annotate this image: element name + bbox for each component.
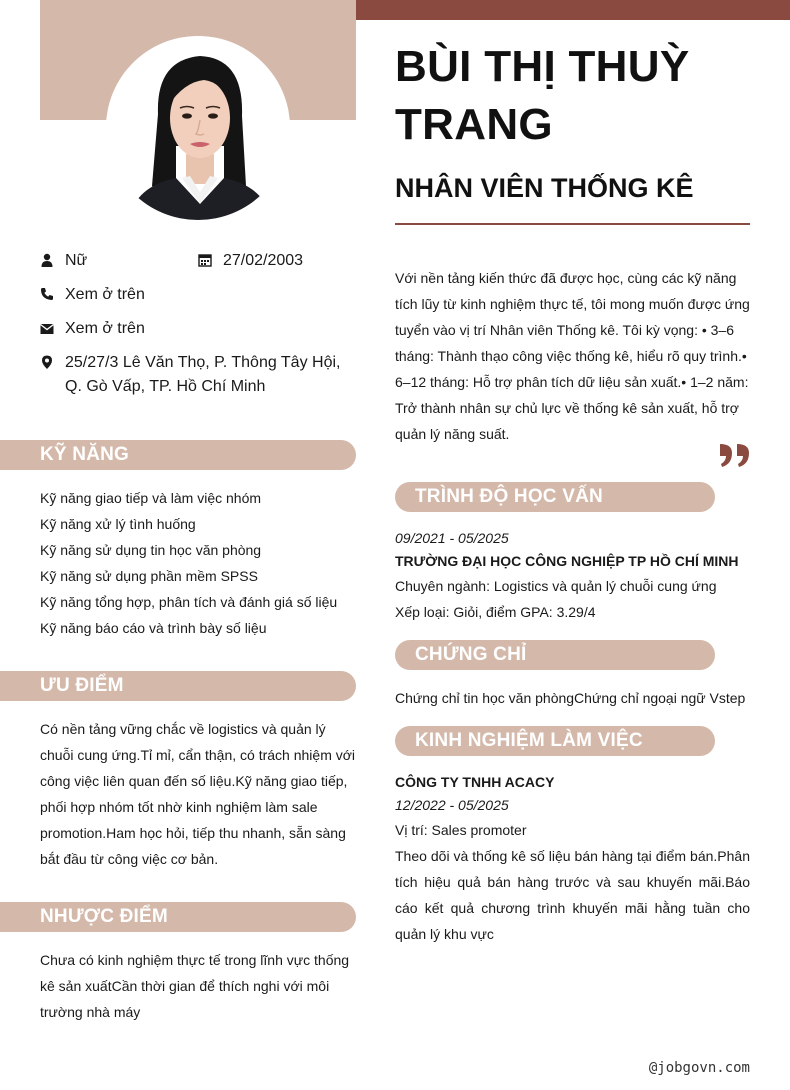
title-divider (395, 223, 750, 225)
education-heading-text: TRÌNH ĐỘ HỌC VẤN (415, 486, 603, 507)
quote-mark-icon (718, 442, 752, 468)
gender-value: Nữ (65, 252, 88, 269)
experience-heading (395, 726, 715, 756)
phone-icon (40, 287, 54, 301)
experience-description: Theo dõi và thống kê số liệu bán hàng tại điểm bán.Phân tích hiệu quả bán hàng trước và sau khuyến mãi.Báo cáo kết quả chương trình khuyến mãi hằng tuần cho quản lý khu vực (395, 848, 750, 942)
skill-item: Kỹ năng báo cáo và trình bày số liệu (40, 620, 267, 636)
experience-company: CÔNG TY TNHH ACACY (395, 774, 555, 790)
contact-address (40, 351, 356, 401)
education-school: TRƯỜNG ĐẠI HỌC CÔNG NGHIỆP TP HỒ CHÍ MINH (395, 553, 739, 569)
skill-item: Kỹ năng tổng hợp, phân tích và đánh giá số liệu (40, 594, 338, 610)
education-period: 09/2021 - 05/2025 (395, 530, 509, 546)
email-icon (40, 321, 54, 335)
education-grade: Xếp loại: Giỏi, điểm GPA: 3.29/4 (395, 604, 596, 620)
user-icon (40, 253, 54, 267)
weaknesses-text: Chưa có kinh nghiệm thực tế trong lĩnh vực thống kê sản xuấtCần thời gian để thích nghi với môi trường nhà máy (40, 952, 350, 1020)
skills-list (40, 485, 356, 641)
skills-heading (0, 440, 356, 470)
weaknesses-heading (0, 902, 356, 932)
address-value: 25/27/3 Lê Văn Thọ, P. Thông Tây Hội, Q. Gò Vấp, TP. Hồ Chí Minh (65, 354, 341, 395)
skill-item: Kỹ năng xử lý tình huống (40, 516, 196, 532)
certificates-text: Chứng chỉ tin học văn phòngChứng chỉ ngoại ngữ Vstep (395, 690, 746, 706)
candidate-name: BÙI THỊ THUỲ TRANG (395, 42, 690, 149)
strengths-text: Có nền tảng vững chắc về logistics và quản lý chuỗi cung ứng.Tỉ mỉ, cẩn thận, có trách nhiệm với công việc liên quan đến số liệu.Kỹ năng giao tiếp, phối hợp nhóm tốt nhờ kinh nghiệm làm sale promotion.Ham học hỏi, tiếp thu nhanh, sẵn sàng bắt đầu từ công việc cơ bản. (40, 721, 356, 867)
strengths-heading-text: ƯU ĐIỂM (40, 675, 124, 696)
calendar-icon (198, 253, 212, 267)
email-value: Xem ở trên (65, 320, 145, 337)
footer-watermark: @jobgovn.com (648, 1060, 750, 1076)
location-pin-icon (40, 355, 54, 369)
education-heading (395, 482, 715, 512)
skill-item: Kỹ năng giao tiếp và làm việc nhóm (40, 490, 262, 506)
birthday-value: 27/02/2003 (223, 252, 304, 269)
weaknesses-heading-text: NHƯỢC ĐIỂM (40, 906, 168, 927)
strengths-heading (0, 671, 356, 701)
job-title: NHÂN VIÊN THỐNG KÊ (395, 173, 694, 203)
skill-item: Kỹ năng sử dụng tin học văn phòng (40, 542, 262, 558)
education-major: Chuyên ngành: Logistics và quản lý chuỗi cung ứng (395, 578, 717, 594)
experience-heading-text: KINH NGHIỆM LÀM VIỆC (415, 730, 643, 751)
phone-value: Xem ở trên (65, 286, 145, 303)
certificates-heading-text: CHỨNG CHỈ (415, 644, 527, 665)
skill-item: Kỹ năng sử dụng phần mềm SPSS (40, 568, 258, 584)
skills-heading-text: KỸ NĂNG (40, 444, 130, 465)
certificates-heading (395, 640, 715, 670)
experience-position: Vị trí: Sales promoter (395, 822, 527, 838)
career-objective: Với nền tảng kiến thức đã được học, cùng các kỹ năng tích lũy từ kinh nghiệm thực tế, tôi mong muốn được ứng tuyển vào vị trí Nhân viên Thống kê. Tôi kỳ vọng: • 3–6 tháng: Thành thạo công việc thống kê, hiểu rõ quy trình.• 6–12 tháng: Hỗ trợ phân tích dữ liệu sản xuất.• 1–2 năm: Trở thành nhân sự chủ lực về thống kê sản xuất, hỗ trợ quản lý năng suất. (395, 270, 750, 442)
experience-period: 12/2022 - 05/2025 (395, 797, 509, 813)
top-accent-bar (356, 0, 790, 20)
profile-photo (106, 36, 290, 220)
